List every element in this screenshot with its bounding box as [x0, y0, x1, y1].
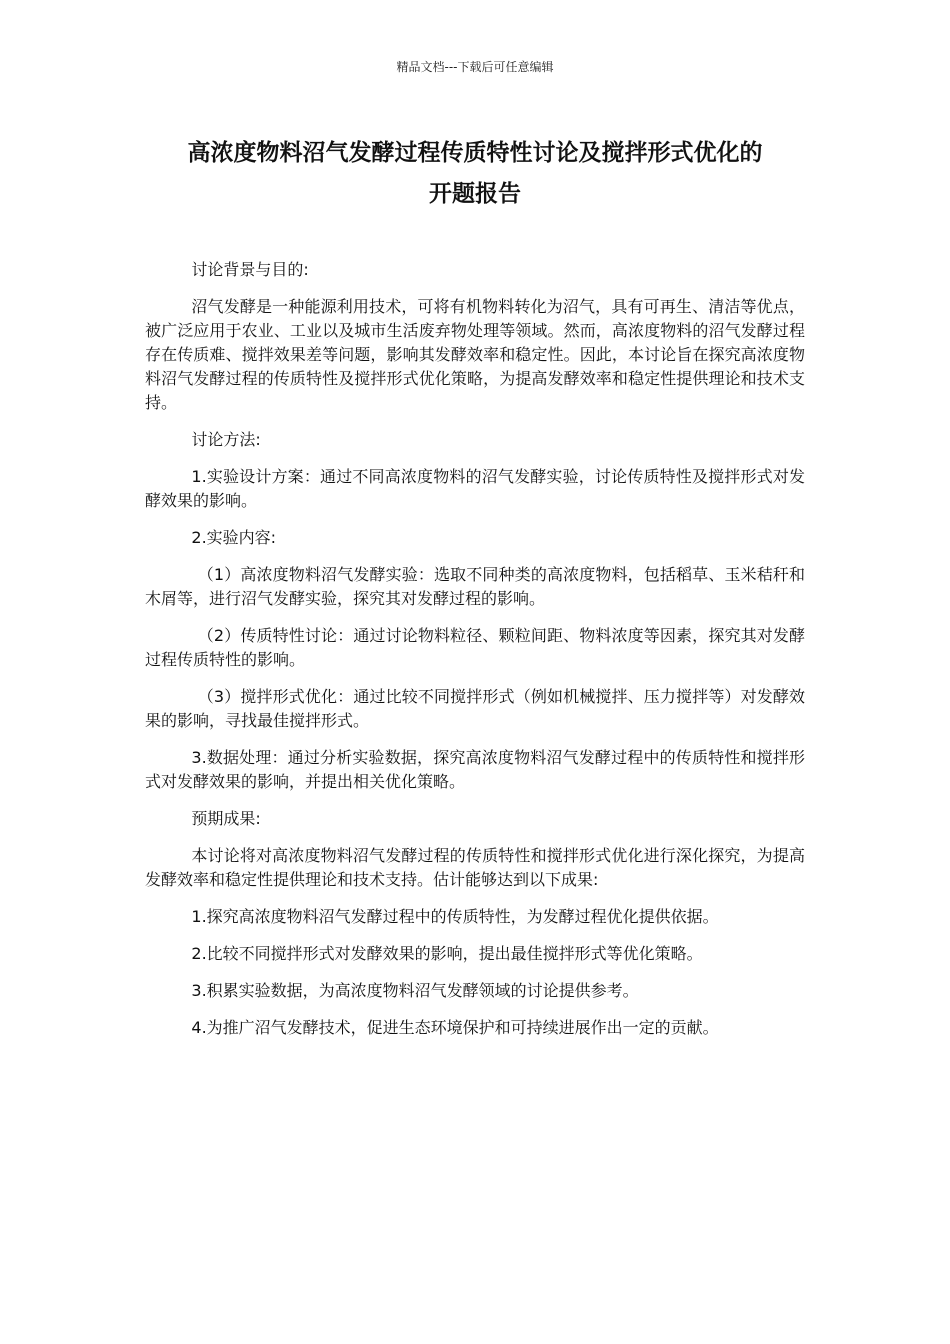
paragraph-sub-item-2: （2）传质特性讨论：通过讨论物料粒径、颗粒间距、物料浓度等因素，探究其对发酵过程传质特性的影响。: [145, 626, 805, 669]
paragraph-background: 沼气发酵是一种能源利用技术，可将有机物料转化为沼气，具有可再生、清洁等优点，被广泛应用于农业、工业以及城市生活废弃物处理等领域。然而，高浓度物料的沼气发酵过程存在传质难、搅拌效果差等问题，影响其发酵效率和稳定性。因此，本讨论旨在探究高浓度物料沼气发酵过程的传质特性及搅拌形式优化策略，为提高发酵效率和稳定性提供理论和技术支持。: [145, 297, 805, 412]
paragraph-experiment-content: 2.实验内容:: [191, 528, 277, 547]
document-title-line-1: 高浓度物料沼气发酵过程传质特性讨论及搅拌形式优化的: [187, 140, 763, 166]
result-item-3: 3.积累实验数据，为高浓度物料沼气发酵领域的讨论提供参考。: [191, 981, 639, 1000]
result-item-2: 2.比较不同搅拌形式对发酵效果的影响，提出最佳搅拌形式等优化策略。: [191, 944, 703, 963]
document-title: [145, 133, 805, 215]
section-heading-background: 讨论背景与目的:: [191, 260, 309, 279]
document-header-note: 精品文档---下载后可任意编辑: [396, 60, 554, 74]
document-body: [145, 258, 805, 1053]
section-heading-expected-results: 预期成果:: [191, 809, 261, 828]
result-item-1: 1.探究高浓度物料沼气发酵过程中的传质特性，为发酵过程优化提供依据。: [191, 907, 719, 926]
section-heading-methods: 讨论方法:: [191, 430, 261, 449]
document-title-line-2: 开题报告: [429, 181, 521, 207]
paragraph-sub-item-1: （1）高浓度物料沼气发酵实验：选取不同种类的高浓度物料，包括稻草、玉米秸秆和木屑等，进行沼气发酵实验，探究其对发酵过程的影响。: [145, 565, 805, 608]
paragraph-data-processing: 3.数据处理：通过分析实验数据，探究高浓度物料沼气发酵过程中的传质特性和搅拌形式对发酵效果的影响，并提出相关优化策略。: [145, 748, 805, 791]
paragraph-expected-results: 本讨论将对高浓度物料沼气发酵过程的传质特性和搅拌形式优化进行深化探究，为提高发酵效率和稳定性提供理论和技术支持。估计能够达到以下成果:: [145, 846, 805, 889]
result-item-4: 4.为推广沼气发酵技术，促进生态环境保护和可持续进展作出一定的贡献。: [191, 1018, 719, 1037]
paragraph-experiment-design: 1.实验设计方案：通过不同高浓度物料的沼气发酵实验，讨论传质特性及搅拌形式对发酵效果的影响。: [145, 467, 805, 510]
paragraph-sub-item-3: （3）搅拌形式优化：通过比较不同搅拌形式（例如机械搅拌、压力搅拌等）对发酵效果的影响，寻找最佳搅拌形式。: [145, 687, 805, 730]
